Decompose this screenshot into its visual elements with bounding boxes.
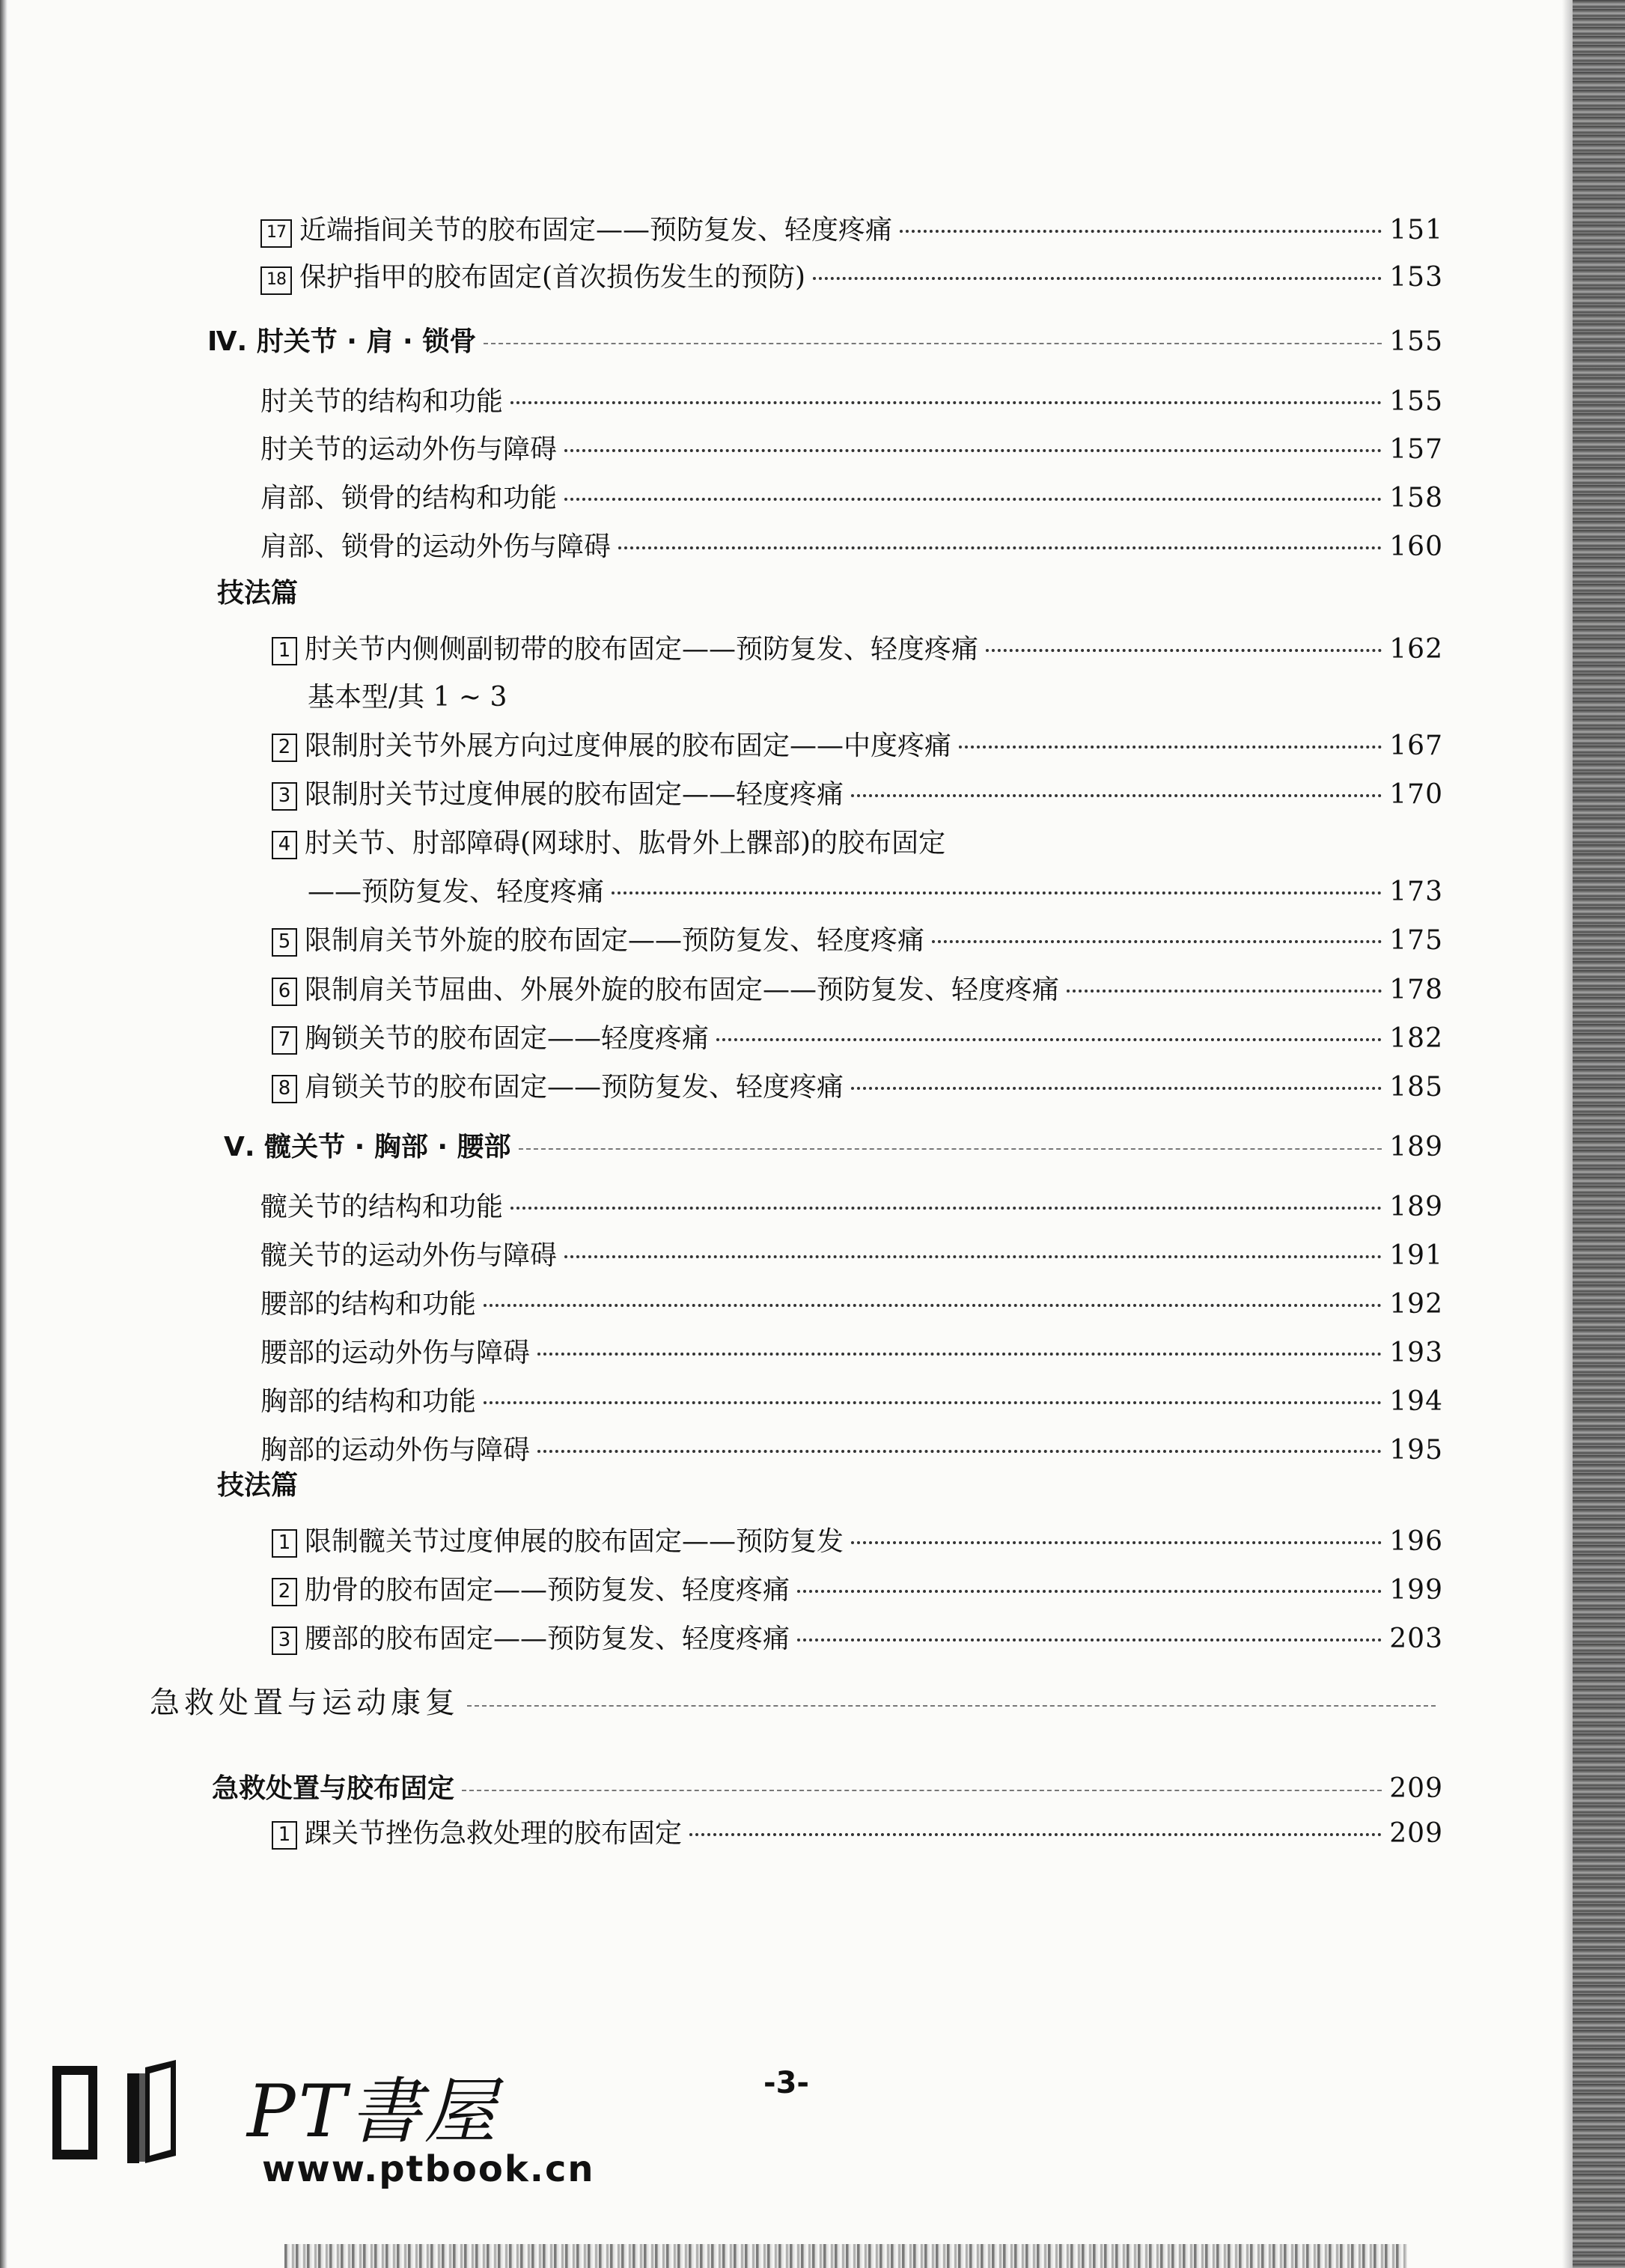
entry-title: 限制肘关节过度伸展的胶布固定——轻度疼痛 xyxy=(305,779,844,810)
toc-entry xyxy=(272,972,1443,1009)
entry-number-box: 2 xyxy=(272,1578,297,1606)
entry-number-box: 7 xyxy=(272,1026,297,1055)
toc-entry xyxy=(272,1523,1443,1561)
entry-title: 腰部的结构和功能 xyxy=(260,1289,477,1320)
dot-leader xyxy=(851,1540,1382,1544)
dash-leader xyxy=(462,1789,1382,1791)
entry-title: 肩锁关节的胶布固定——预防复发、轻度疼痛 xyxy=(305,1072,844,1103)
entry-title: 肘关节的结构和功能 xyxy=(260,386,504,417)
section-title: Ⅳ. 肘关节 · 肩 · 锁骨 xyxy=(207,326,477,357)
entry-title: 胸部的运动外伤与障碍 xyxy=(260,1435,531,1466)
entry-page: 189 xyxy=(1389,1132,1443,1162)
entry-page: 191 xyxy=(1389,1240,1443,1271)
entry-title: 髋关节的运动外伤与障碍 xyxy=(260,1240,558,1271)
technique-heading: 技法篇 xyxy=(217,1470,299,1501)
technique-heading: 技法篇 xyxy=(217,578,299,609)
entry-title: 腰部的运动外伤与障碍 xyxy=(260,1338,531,1368)
entry-page: 167 xyxy=(1389,731,1443,761)
entry-page: 189 xyxy=(1389,1192,1443,1222)
entry-page: 203 xyxy=(1389,1624,1443,1654)
entry-number-box: 5 xyxy=(272,928,297,957)
entry-title: ——预防复发、轻度疼痛 xyxy=(308,877,605,907)
entry-page: 178 xyxy=(1389,975,1443,1005)
toc-entry xyxy=(272,728,1443,765)
logo-book-icon xyxy=(45,2051,225,2171)
section-title: 急救处置与胶布固定 xyxy=(212,1773,455,1804)
toc-entry xyxy=(260,212,1443,249)
dot-leader xyxy=(484,1303,1382,1307)
toc-entry xyxy=(260,1286,1443,1323)
toc-entry xyxy=(260,431,1443,469)
dot-leader xyxy=(537,1449,1382,1453)
toc-entry xyxy=(260,1237,1443,1275)
chapter-heading xyxy=(150,1684,1443,1722)
dot-leader xyxy=(564,1255,1382,1258)
entry-number-box: 1 xyxy=(272,637,297,665)
entry-page: 157 xyxy=(1389,434,1443,465)
section-heading xyxy=(212,1770,1443,1808)
entry-number-box: 6 xyxy=(272,978,297,1006)
toc-entry xyxy=(260,528,1443,566)
entry-page: 153 xyxy=(1389,262,1443,293)
entry-page: 175 xyxy=(1389,925,1443,956)
entry-number-box: 18 xyxy=(260,266,292,295)
entry-page: 155 xyxy=(1389,326,1443,357)
entry-title: 保护指甲的胶布固定(首次损伤发生的预防) xyxy=(299,262,806,293)
dot-leader xyxy=(689,1832,1382,1836)
entry-page: 158 xyxy=(1389,483,1443,513)
entry-page: 170 xyxy=(1389,779,1443,810)
dot-leader xyxy=(986,648,1382,652)
chapter-title: 急救处置与运动康复 xyxy=(150,1686,460,1720)
entry-title: 近端指间关节的胶布固定——预防复发、轻度疼痛 xyxy=(299,215,893,246)
dot-leader xyxy=(618,546,1382,549)
entry-title: 肋骨的胶布固定——预防复发、轻度疼痛 xyxy=(305,1575,790,1606)
toc-entry xyxy=(260,1189,1443,1226)
entry-title: 腰部的胶布固定——预防复发、轻度疼痛 xyxy=(305,1624,790,1654)
section-heading xyxy=(224,1129,1443,1166)
toc-entry xyxy=(272,1572,1443,1609)
logo-url: www.ptbook.cn xyxy=(262,2148,595,2190)
toc-entry xyxy=(260,1432,1443,1469)
dot-leader xyxy=(851,1086,1382,1090)
entry-page: 155 xyxy=(1389,386,1443,417)
logo-name: PT書屋 xyxy=(247,2070,499,2153)
dot-leader xyxy=(510,400,1382,404)
entry-page: 192 xyxy=(1389,1289,1443,1320)
entry-title: 限制肩关节外旋的胶布固定——预防复发、轻度疼痛 xyxy=(305,925,925,956)
toc-entry xyxy=(272,776,1443,814)
toc-entry xyxy=(272,922,1443,960)
toc-entry xyxy=(260,1383,1443,1421)
section-title: Ⅴ. 髋关节 · 胸部 · 腰部 xyxy=(224,1132,511,1162)
entry-page: 209 xyxy=(1389,1818,1443,1849)
entry-subtitle: 基本型/其 1 ~ 3 xyxy=(308,682,507,713)
entry-title: 肩部、锁骨的运动外伤与障碍 xyxy=(260,531,612,562)
entry-page: 182 xyxy=(1389,1023,1443,1054)
entry-title: 肩部、锁骨的结构和功能 xyxy=(260,483,558,513)
entry-page: 194 xyxy=(1389,1386,1443,1417)
dash-leader xyxy=(519,1147,1382,1150)
dot-leader xyxy=(612,891,1382,894)
dash-leader xyxy=(467,1704,1436,1707)
page-number: -3- xyxy=(763,2066,810,2100)
toc-entry xyxy=(272,1815,1443,1853)
entry-title: 肘关节的运动外伤与障碍 xyxy=(260,434,558,465)
entry-title: 踝关节挫伤急救处理的胶布固定 xyxy=(305,1818,683,1849)
toc-entry xyxy=(272,1069,1443,1106)
entry-title: 肘关节内侧侧副韧带的胶布固定——预防复发、轻度疼痛 xyxy=(305,634,979,665)
entry-title: 限制肘关节外展方向过度伸展的胶布固定——中度疼痛 xyxy=(305,731,952,761)
dash-leader xyxy=(484,342,1382,344)
entry-page: 185 xyxy=(1389,1072,1443,1103)
entry-page: 196 xyxy=(1389,1526,1443,1557)
entry-page: 209 xyxy=(1389,1773,1443,1804)
entry-title: 胸锁关节的胶布固定——轻度疼痛 xyxy=(305,1023,710,1054)
dot-leader xyxy=(564,448,1382,452)
toc-entry xyxy=(272,1020,1443,1058)
dot-leader xyxy=(564,497,1382,501)
dot-leader xyxy=(484,1400,1382,1404)
entry-number-box: 17 xyxy=(260,219,292,248)
dot-leader xyxy=(716,1037,1382,1041)
entry-page: 160 xyxy=(1389,531,1443,562)
entry-number-box: 1 xyxy=(272,1821,297,1850)
toc-entry xyxy=(272,825,945,862)
entry-page: 199 xyxy=(1389,1575,1443,1606)
toc-entry xyxy=(260,383,1443,421)
entry-page: 162 xyxy=(1389,634,1443,665)
section-heading xyxy=(207,323,1443,361)
entry-page: 195 xyxy=(1389,1435,1443,1466)
dot-leader xyxy=(797,1638,1382,1641)
entry-page: 151 xyxy=(1389,215,1443,246)
toc-entry xyxy=(272,1621,1443,1658)
toc-entry-continued xyxy=(308,874,1443,911)
entry-number-box: 8 xyxy=(272,1075,297,1103)
entry-page: 193 xyxy=(1389,1338,1443,1368)
entry-title: 肘关节、肘部障碍(网球肘、肱骨外上髁部)的胶布固定 xyxy=(305,828,946,859)
dot-leader xyxy=(510,1206,1382,1210)
dot-leader xyxy=(537,1352,1382,1356)
dot-leader xyxy=(851,793,1382,797)
dot-leader xyxy=(813,276,1382,280)
dot-leader xyxy=(900,229,1382,233)
toc-entry xyxy=(260,480,1443,517)
entry-page: 173 xyxy=(1389,877,1443,907)
entry-title: 胸部的结构和功能 xyxy=(260,1386,477,1417)
dot-leader xyxy=(797,1589,1382,1593)
dot-leader xyxy=(959,745,1382,749)
dot-leader xyxy=(932,939,1382,943)
toc-entry xyxy=(260,1335,1443,1372)
entry-number-box: 4 xyxy=(272,831,297,859)
entry-title: 髋关节的结构和功能 xyxy=(260,1192,504,1222)
entry-number-box: 1 xyxy=(272,1529,297,1558)
entry-number-box: 2 xyxy=(272,734,297,762)
toc-entry xyxy=(272,631,1443,668)
entry-title: 限制髋关节过度伸展的胶布固定——预防复发 xyxy=(305,1526,844,1557)
entry-number-box: 3 xyxy=(272,1627,297,1655)
entry-number-box: 3 xyxy=(272,782,297,811)
toc-entry xyxy=(260,259,1443,296)
entry-title: 限制肩关节屈曲、外展外旋的胶布固定——预防复发、轻度疼痛 xyxy=(305,975,1060,1005)
dot-leader xyxy=(1067,989,1382,993)
